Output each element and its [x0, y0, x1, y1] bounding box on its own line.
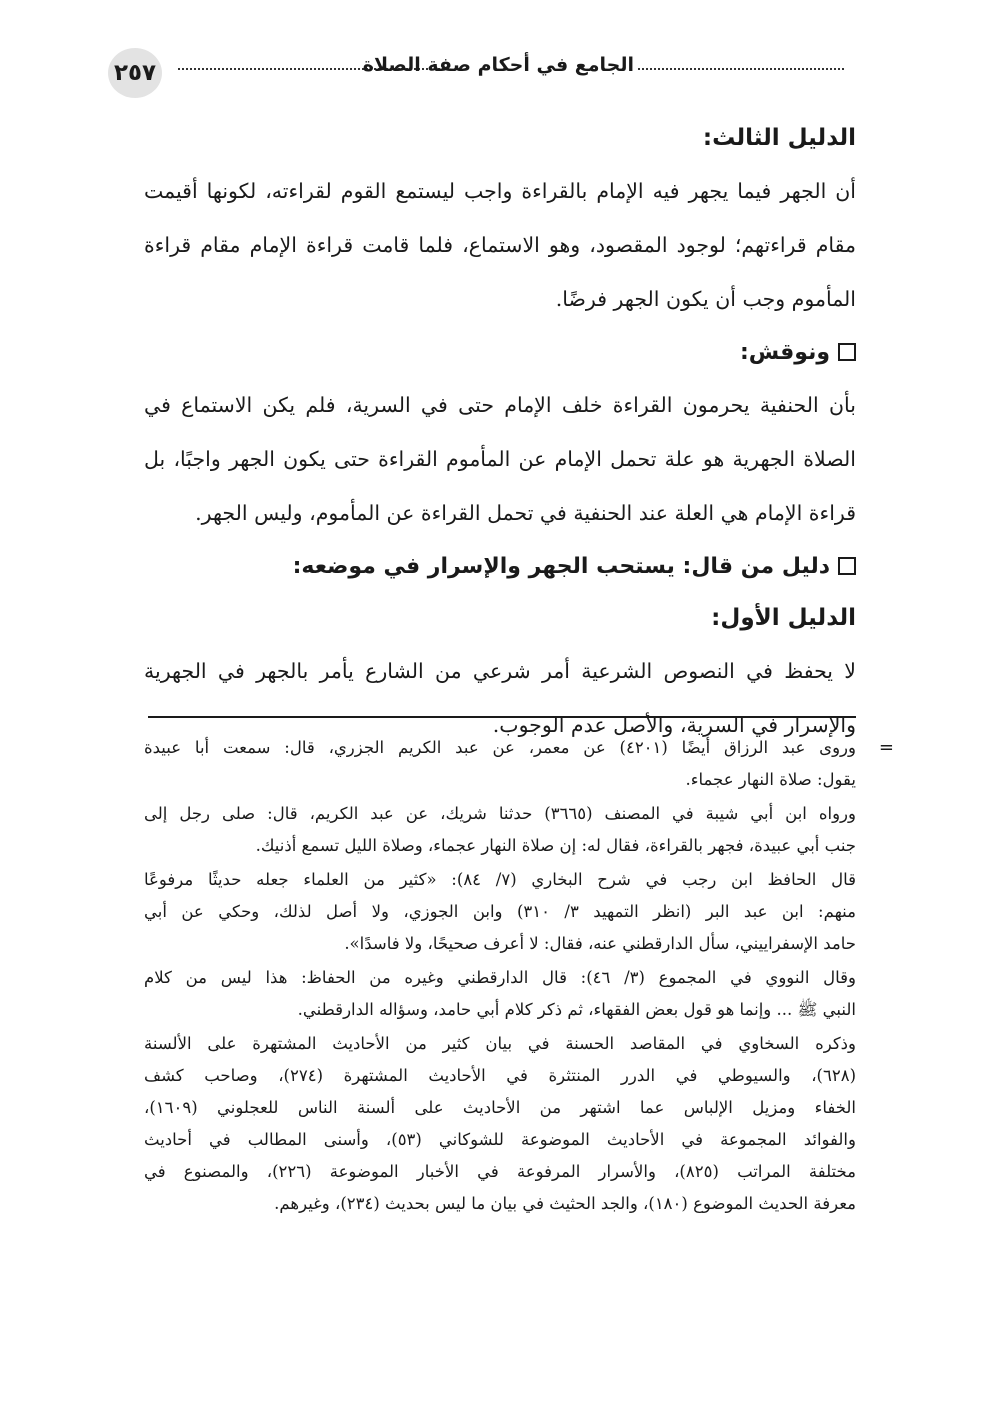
- footnote-block: [144, 1028, 856, 1220]
- footnote-block: [144, 798, 856, 862]
- paragraph-third-evidence: أن الجهر فيما يجهر فيه الإمام بالقراءة واجب ليستمع القوم لقراءته، لكونها أقيمت مقام قراءتهم؛ لوجود المقصود، وهو الاستماع، فلما قامت قراءة الإمام مقام قراءة المأموم وجب أن يكون الجهر فرضًا.: [144, 179, 856, 311]
- running-header: [104, 46, 844, 102]
- footnote-separator: [148, 716, 856, 718]
- heading-third-evidence: الدليل الثالث:: [702, 125, 856, 151]
- footnote-continuation-mark: =: [878, 737, 894, 758]
- footnote-block: [144, 962, 856, 1026]
- running-title: الجامع في أحكام صفة الصلاة: [362, 54, 634, 76]
- footnote-line: وقال النووي في المجموع (٣/ ٤٦): قال الدارقطني وغيره من الحفاظ: هذا ليس من كلام: [144, 968, 856, 987]
- footnote-line: والفوائد المجموعة في الأحاديث الموضوعة للشوكاني (٥٣)، وأسنى المطالب في أحاديث: [144, 1130, 856, 1149]
- paragraph-first-evidence: لا يحفظ في النصوص الشرعية أمر شرعي من الشارع يأمر بالجهر في الجهرية والإسرار في السرية، والأصل عدم الوجوب.: [144, 659, 856, 737]
- paragraph-discussion: بأن الحنفية يحرمون القراءة خلف الإمام حتى في السرية، فلم يكن الاستماع في الصلاة الجهرية هو علة تحمل الإمام عن المأموم القراءة حتى يكون الجهر واجبًا، بل قراءة الإمام هي العلة عند الحنفية في تحمل القراءة عن المأموم، وليس الجهر.: [144, 393, 856, 525]
- header-dotted-rule-right: [638, 52, 844, 70]
- footnote-block: [144, 864, 856, 960]
- footnote-line: وذكره السخاوي في المقاصد الحسنة في بيان كثير من الأحاديث المشتهرة على الألسنة: [144, 1034, 856, 1053]
- footnote-line: مختلفة المراتب (٨٢٥)، والأسرار المرفوعة في الأخبار الموضوعة (٢٢٦)، والمصنوع في: [144, 1162, 856, 1181]
- footnotes: [144, 732, 894, 1222]
- footnote-line: النبي ﷺ ... وإنما هو قول بعض الفقهاء، ثم ذكر كلام أبي حامد، وسؤاله الدارقطني.: [297, 1000, 856, 1019]
- footnote-line: حامد الإسفراييني، سأل الدارقطني عنه، فقال: لا أعرف صحيحًا، ولا فاسدًا».: [344, 934, 856, 953]
- footnote-line: جنب أبي عبيدة، فجهر بالقراءة، فقال له: إن صلاة النهار عجماء، وصلاة الليل تسمع أذنيك.: [255, 836, 856, 855]
- evidence-heading-label: دليل من قال: يستحب الجهر والإسرار في موضعه:: [292, 553, 830, 579]
- footnote-line: منهم: ابن عبد البر (انظر التمهيد ٣/ ٣١٠) وابن الجوزي، ولا أصل لذلك، وحكي عن أبي: [144, 902, 856, 921]
- checkbox-bullet-icon: [838, 343, 856, 361]
- footnote-line: الخفاء ومزيل الإلباس عما اشتهر من الأحاديث على ألسنة الناس للعجلوني (١٦٠٩)،: [144, 1098, 856, 1117]
- evidence-heading: [144, 540, 856, 592]
- footnote-line: معرفة الحديث الموضوع (١٨٠)، والجد الحثيث في بيان ما ليس بحديث (٢٣٤)، وغيرهم.: [274, 1194, 856, 1213]
- footnote-block: [144, 732, 894, 796]
- footnote-line: وروى عبد الرزاق أيضًا (٤٢٠١) عن معمر، عن عبد الكريم الجزري، قال: سمعت أبا عبيدة: [144, 738, 856, 757]
- discussion-heading-label: ونوقش:: [739, 339, 830, 365]
- discussion-heading: [144, 326, 856, 378]
- checkbox-bullet-icon: [838, 557, 856, 575]
- footnote-line: قال الحافظ ابن رجب في شرح البخاري (٧/ ٨٤): «كثير من العلماء جعله حديثًا مرفوعًا: [144, 870, 856, 889]
- footnote-line: ورواه ابن أبي شيبة في المصنف (٣٦٦٥) حدثنا شريك، عن عبد الكريم، قال: صلى رجل إلى: [144, 804, 856, 823]
- footnote-line: يقول: صلاة النهار عجماء.: [685, 770, 856, 789]
- main-text: [144, 112, 856, 752]
- page-number: ٢٥٧: [108, 48, 162, 98]
- footnote-line: (٦٢٨)، والسيوطي في الدرر المنتثرة في الأحاديث المشتهرة (٢٧٤)، وصاحب كشف: [144, 1066, 856, 1085]
- heading-first-evidence: الدليل الأول:: [711, 605, 856, 631]
